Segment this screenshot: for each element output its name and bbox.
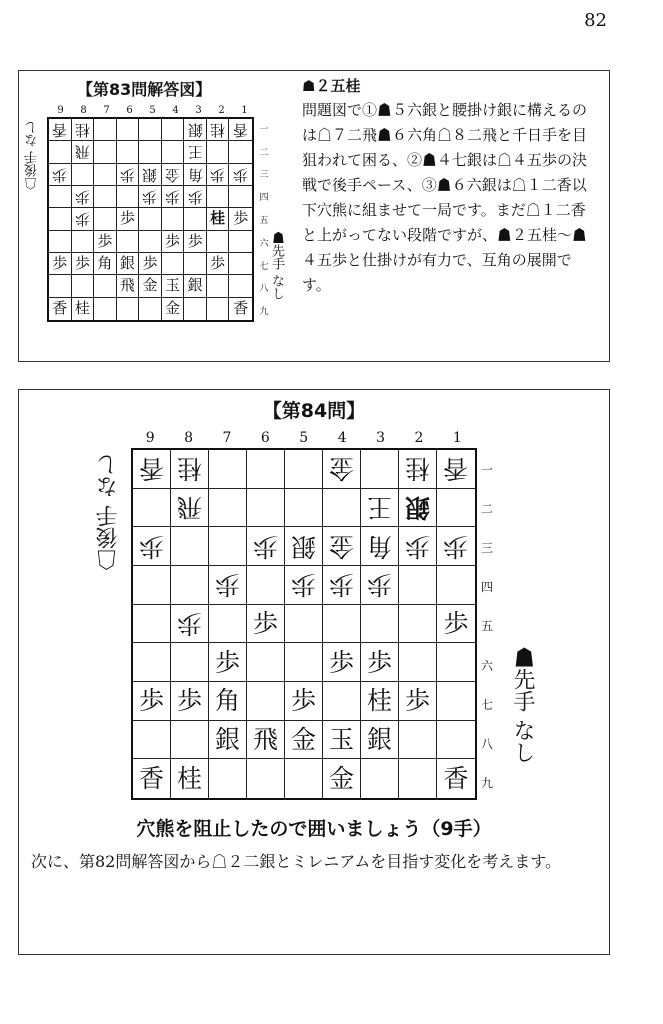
board-square (49, 186, 72, 208)
board-square (117, 141, 140, 163)
gote-piece: 歩 (165, 188, 181, 207)
board-square (49, 141, 72, 163)
sente-piece: 玉 (328, 724, 354, 754)
board-square (49, 164, 72, 186)
board-square (285, 450, 323, 489)
board-square (94, 208, 117, 230)
sente-piece: 歩 (176, 686, 202, 716)
gote-piece: 歩 (138, 531, 164, 561)
board-square (171, 682, 209, 721)
sente-piece: 金 (328, 764, 354, 794)
board-square (323, 643, 361, 682)
board-square (139, 141, 162, 163)
gote-piece: 香 (52, 121, 68, 140)
sente-piece: 歩 (187, 231, 203, 250)
board-square (323, 682, 361, 721)
board-square (184, 141, 207, 163)
board-square (139, 275, 162, 297)
board-square (49, 119, 72, 141)
gote-piece: 歩 (366, 570, 392, 600)
board-square (162, 119, 185, 141)
gote-piece: 歩 (52, 165, 68, 184)
board-square (72, 186, 95, 208)
board-square (171, 605, 209, 644)
board-square (399, 605, 437, 644)
board-square (117, 186, 140, 208)
board-square (117, 164, 140, 186)
row-label: 八 (259, 284, 269, 295)
row-label: 七 (259, 261, 269, 272)
board-square (133, 527, 171, 566)
row-label: 六 (259, 238, 269, 249)
gote-piece: 銀 (290, 531, 316, 561)
board-square (72, 253, 95, 275)
gote-piece: 歩 (74, 210, 90, 229)
board-square (133, 759, 171, 798)
board-square (361, 643, 399, 682)
board-square (209, 450, 247, 489)
board-square (229, 208, 252, 230)
board-square (437, 721, 475, 760)
board-square (207, 141, 230, 163)
gote-piece: 歩 (74, 188, 90, 207)
problem-84-gote-hand: ☖後手 なし (96, 454, 121, 571)
board-square (209, 566, 247, 605)
board-square (247, 527, 285, 566)
column-label: 7 (103, 105, 110, 116)
board-square (437, 759, 475, 798)
board-square (285, 489, 323, 528)
board-square (133, 450, 171, 489)
board-square (209, 759, 247, 798)
board-square (437, 489, 475, 528)
gote-piece: 金 (165, 165, 181, 184)
sente-piece: 歩 (97, 231, 113, 250)
board-square (323, 566, 361, 605)
gote-piece: 銀 (404, 492, 430, 522)
gote-piece: 角 (366, 531, 392, 561)
board-square (49, 208, 72, 230)
board-square (162, 275, 185, 297)
board-square (117, 208, 140, 230)
board-square (133, 721, 171, 760)
board-square (133, 605, 171, 644)
problem-84-board (131, 448, 477, 800)
gote-piece: 歩 (290, 570, 316, 600)
board-square (437, 566, 475, 605)
problem-84-title: 【第84問】 (262, 400, 366, 422)
sente-piece: 歩 (138, 686, 164, 716)
board-square (139, 231, 162, 253)
board-square (94, 298, 117, 320)
row-label: 五 (259, 216, 269, 227)
board-square (139, 253, 162, 275)
board-square (207, 119, 230, 141)
board-square (437, 527, 475, 566)
board-square (94, 164, 117, 186)
sente-piece: 玉 (165, 276, 181, 295)
board-square (229, 119, 252, 141)
board-square (207, 186, 230, 208)
board-square (437, 682, 475, 721)
gote-piece: 銀 (187, 121, 203, 140)
sente-piece: 歩 (165, 231, 181, 250)
board-square (229, 141, 252, 163)
column-label: 8 (80, 105, 87, 116)
problem-84-caption: 穴熊を阻止したので囲いましょう（9手） (136, 818, 492, 840)
board-square (361, 566, 399, 605)
board-square (361, 721, 399, 760)
board-square (247, 566, 285, 605)
board-square (247, 489, 285, 528)
sente-piece: 金 (290, 724, 316, 754)
sente-piece: 金 (142, 276, 158, 295)
board-square (162, 164, 185, 186)
gote-piece: 金 (328, 531, 354, 561)
sente-piece: 銀 (187, 276, 203, 295)
board-square (209, 643, 247, 682)
column-label: 9 (145, 430, 155, 446)
row-label: 五 (480, 619, 493, 634)
gote-piece: 歩 (187, 188, 203, 207)
sente-piece: 香 (233, 299, 249, 318)
problem-83-col-labels (49, 105, 256, 116)
column-label: 2 (218, 105, 225, 116)
sente-piece: 銀 (366, 724, 392, 754)
column-label: 4 (337, 430, 347, 446)
board-square (72, 231, 95, 253)
board-square (247, 643, 285, 682)
board-square (72, 164, 95, 186)
column-label: 1 (241, 105, 248, 116)
row-label: 一 (480, 463, 493, 478)
board-square (117, 275, 140, 297)
board-square (171, 721, 209, 760)
sente-piece: 桂 (176, 764, 202, 794)
row-label: 三 (259, 170, 269, 181)
column-label: 4 (172, 105, 179, 116)
board-square (229, 275, 252, 297)
gote-piece: 桂 (176, 454, 202, 484)
board-square (323, 759, 361, 798)
gote-piece: 歩 (443, 531, 469, 561)
gote-piece: 歩 (328, 570, 354, 600)
board-square (94, 275, 117, 297)
board-square (72, 119, 95, 141)
board-square (49, 298, 72, 320)
board-square (72, 141, 95, 163)
gote-piece: 歩 (404, 531, 430, 561)
board-square (162, 253, 185, 275)
board-square (184, 275, 207, 297)
board-square (399, 759, 437, 798)
column-label: 1 (452, 430, 462, 446)
board-square (361, 489, 399, 528)
board-square (162, 141, 185, 163)
board-square (171, 527, 209, 566)
sente-piece: 歩 (52, 254, 68, 273)
row-label: 九 (480, 775, 493, 790)
problem-84-row-labels (477, 450, 497, 802)
board-square (437, 605, 475, 644)
column-label: 9 (57, 105, 64, 116)
board-square (229, 186, 252, 208)
row-label: 九 (259, 307, 269, 318)
board-square (323, 489, 361, 528)
board-square (207, 253, 230, 275)
board-square (399, 682, 437, 721)
board-square (72, 298, 95, 320)
sente-piece: 歩 (290, 686, 316, 716)
board-square (117, 253, 140, 275)
board-square (139, 164, 162, 186)
gote-piece: 銀 (142, 165, 158, 184)
board-square (285, 759, 323, 798)
row-label: 二 (480, 502, 493, 517)
board-square (207, 208, 230, 230)
board-square (247, 450, 285, 489)
board-square (162, 231, 185, 253)
board-square (285, 682, 323, 721)
gote-piece: 飛 (176, 492, 202, 522)
sente-piece: 飛 (119, 276, 135, 295)
board-square (171, 759, 209, 798)
sente-piece: 香 (443, 764, 469, 794)
gote-piece: 飛 (74, 143, 90, 162)
sente-piece: 桂 (366, 686, 392, 716)
board-square (139, 298, 162, 320)
board-square (139, 186, 162, 208)
board-square (171, 450, 209, 489)
board-square (94, 253, 117, 275)
board-square (171, 489, 209, 528)
gote-piece: 桂 (404, 454, 430, 484)
sente-piece: 桂 (210, 209, 226, 228)
board-square (437, 643, 475, 682)
row-label: 七 (480, 697, 493, 712)
board-square (285, 643, 323, 682)
problem-83-board (47, 117, 254, 322)
board-square (285, 527, 323, 566)
board-square (207, 164, 230, 186)
board-square (49, 231, 72, 253)
row-label: 八 (480, 736, 493, 751)
board-square (133, 682, 171, 721)
sente-piece: 歩 (214, 647, 240, 677)
sente-piece: 飛 (252, 724, 278, 754)
board-square (229, 253, 252, 275)
row-label: 一 (259, 124, 269, 135)
sente-piece: 歩 (233, 209, 249, 228)
sente-piece: 歩 (74, 254, 90, 273)
board-square (399, 489, 437, 528)
sente-piece: 銀 (214, 724, 240, 754)
gote-piece: 香 (233, 121, 249, 140)
gote-piece: 歩 (119, 165, 135, 184)
gote-piece: 王 (366, 492, 392, 522)
board-square (229, 164, 252, 186)
sente-piece: 角 (214, 686, 240, 716)
board-square (171, 643, 209, 682)
row-label: 六 (480, 658, 493, 673)
problem-83-gote-hand: ☖後手 なし (25, 121, 40, 191)
board-square (209, 605, 247, 644)
gote-piece: 歩 (142, 188, 158, 207)
board-square (361, 605, 399, 644)
gote-piece: 王 (187, 143, 203, 162)
board-square (133, 643, 171, 682)
board-square (209, 489, 247, 528)
board-square (209, 721, 247, 760)
board-square (361, 450, 399, 489)
board-square (285, 721, 323, 760)
board-square (323, 450, 361, 489)
gote-piece: 香 (138, 454, 164, 484)
gote-piece: 金 (328, 454, 354, 484)
board-square (72, 208, 95, 230)
sente-piece: 歩 (404, 686, 430, 716)
board-square (133, 566, 171, 605)
sente-piece: 金 (165, 299, 181, 318)
board-square (229, 231, 252, 253)
board-square (184, 186, 207, 208)
sente-piece: 歩 (210, 254, 226, 273)
board-square (94, 119, 117, 141)
board-square (133, 489, 171, 528)
board-square (247, 721, 285, 760)
problem-84-frame (18, 389, 610, 955)
gote-piece: 歩 (252, 531, 278, 561)
column-label: 8 (184, 430, 194, 446)
board-square (117, 231, 140, 253)
board-square (247, 682, 285, 721)
column-label: 3 (376, 430, 385, 446)
problem-83-title: 【第83問解答図】 (77, 80, 212, 99)
sente-piece: 歩 (252, 608, 278, 638)
column-label: 5 (299, 430, 309, 446)
column-label: 6 (126, 105, 133, 116)
board-square (323, 605, 361, 644)
sente-piece: 銀 (119, 254, 135, 273)
board-square (49, 275, 72, 297)
board-square (162, 298, 185, 320)
gote-piece: 香 (443, 454, 469, 484)
sente-piece: 歩 (366, 647, 392, 677)
gote-piece: 歩 (176, 608, 202, 638)
row-label: 二 (259, 147, 269, 158)
board-square (184, 253, 207, 275)
board-square (399, 721, 437, 760)
sente-piece: 香 (138, 764, 164, 794)
problem-83-commentary: 問題図で①☗５六銀と腰掛け銀に構えるのは☖７二飛☗６六角☖８二飛と千日手を目狙われて困る、②☗４七銀は☖４五歩の決戦で後手ペース、③☗６六銀は☖１二香以下穴熊に組ませて一局です。まだ☖１二香と上がってない段階ですが、☗２五桂～☗４五歩と仕掛けが有力で、互角の展開です。 (302, 101, 588, 294)
problem-83-sente-hand: ☗先手 なし (269, 231, 284, 301)
problem-83-move-head: ☗２五桂 (302, 77, 361, 95)
board-square (361, 759, 399, 798)
gote-piece: 歩 (233, 165, 249, 184)
board-square (285, 566, 323, 605)
board-square (49, 253, 72, 275)
board-square (162, 208, 185, 230)
board-square (437, 450, 475, 489)
board-square (94, 186, 117, 208)
board-square (184, 164, 207, 186)
board-square (117, 298, 140, 320)
board-square (162, 186, 185, 208)
board-square (207, 298, 230, 320)
board-square (94, 231, 117, 253)
gote-piece: 桂 (210, 121, 226, 140)
board-square (207, 275, 230, 297)
board-square (399, 566, 437, 605)
column-label: 7 (222, 430, 232, 446)
problem-84-body: 次に、第82問解答図から☖２二銀とミレニアムを目指す変化を考えます。 (31, 852, 561, 871)
gote-piece: 歩 (210, 165, 226, 184)
board-square (184, 231, 207, 253)
board-square (184, 208, 207, 230)
board-square (72, 275, 95, 297)
board-square (285, 605, 323, 644)
column-label: 3 (195, 105, 202, 116)
column-label: 2 (414, 430, 424, 446)
board-square (94, 141, 117, 163)
sente-piece: 角 (97, 254, 113, 273)
board-square (247, 759, 285, 798)
board-square (323, 527, 361, 566)
gote-piece: 角 (187, 165, 203, 184)
board-square (184, 298, 207, 320)
row-label: 四 (259, 193, 269, 204)
sente-piece: 香 (52, 299, 68, 318)
sente-piece: 歩 (328, 647, 354, 677)
row-label: 四 (480, 580, 493, 595)
board-square (209, 682, 247, 721)
board-square (139, 119, 162, 141)
board-square (247, 605, 285, 644)
board-square (323, 721, 361, 760)
board-square (171, 566, 209, 605)
board-square (399, 450, 437, 489)
problem-84-sente-hand: ☗先手 なし (510, 646, 535, 763)
sente-piece: 歩 (443, 608, 469, 638)
board-square (139, 208, 162, 230)
board-square (361, 527, 399, 566)
page-number: 82 (584, 10, 607, 31)
board-square (184, 119, 207, 141)
gote-piece: 歩 (214, 570, 240, 600)
board-square (229, 298, 252, 320)
sente-piece: 歩 (142, 254, 158, 273)
sente-piece: 歩 (119, 209, 135, 228)
board-square (361, 682, 399, 721)
row-label: 三 (480, 541, 493, 556)
board-square (399, 527, 437, 566)
board-square (399, 643, 437, 682)
sente-piece: 桂 (74, 299, 90, 318)
board-square (117, 119, 140, 141)
problem-84-col-labels (131, 430, 477, 446)
board-square (209, 527, 247, 566)
column-label: 6 (260, 430, 270, 446)
column-label: 5 (149, 105, 156, 116)
gote-piece: 桂 (74, 121, 90, 140)
problem-83-frame (18, 70, 610, 362)
board-square (207, 231, 230, 253)
